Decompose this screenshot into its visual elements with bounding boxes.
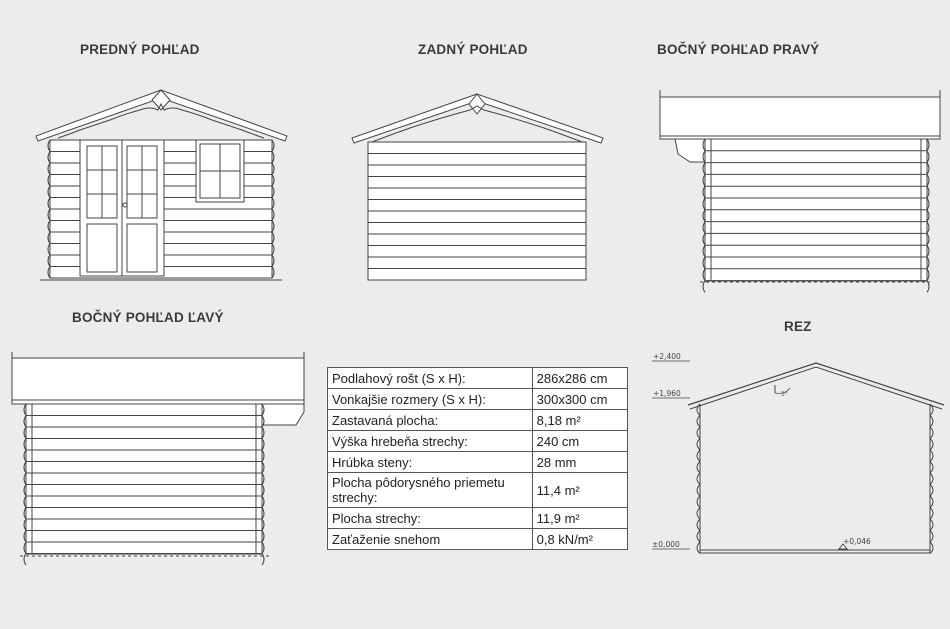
section-drawing: [652, 361, 944, 554]
spec-value: 0,8 kN/m²: [532, 529, 627, 550]
section-view-title: REZ: [784, 319, 812, 334]
front-elevation: [36, 90, 287, 280]
spec-value: 286x286 cm: [532, 368, 627, 389]
right-side-view-title: BOČNÝ POHĽAD PRAVÝ: [657, 42, 820, 57]
svg-text:5°: 5°: [781, 391, 788, 398]
spec-label: Zaťaženie snehom: [328, 529, 533, 550]
spec-label: Podlahový rošt (S x H):: [328, 368, 533, 389]
back-elevation: [352, 94, 603, 280]
right-side-elevation: [660, 90, 940, 292]
front-view-title: PREDNÝ POHĽAD: [80, 42, 200, 57]
spec-value: 11,9 m²: [532, 508, 627, 529]
table-row: [328, 529, 628, 550]
spec-label: Vonkajšie rozmery (S x H):: [328, 389, 533, 410]
table-row: [328, 452, 628, 473]
spec-label: Výška hrebeňa strechy:: [328, 431, 533, 452]
spec-value: 300x300 cm: [532, 389, 627, 410]
table-row: [328, 410, 628, 431]
spec-value: 28 mm: [532, 452, 627, 473]
spec-label: Plocha pôdorysného priemetu strechy:: [328, 473, 533, 508]
spec-value: 11,4 m²: [532, 473, 627, 508]
log-end: [262, 554, 264, 566]
spec-table: [327, 367, 628, 550]
level-top: +2,400: [653, 352, 681, 361]
back-view-title: ZADNÝ POHĽAD: [418, 42, 528, 57]
spec-value: 8,18 m²: [532, 410, 627, 431]
table-row: [328, 389, 628, 410]
table-row: [328, 473, 628, 508]
section-log-profile: [697, 404, 933, 554]
spec-label: Hrúbka steny:: [328, 452, 533, 473]
table-row: [328, 368, 628, 389]
table-row: [328, 508, 628, 529]
spec-label: Plocha strechy:: [328, 508, 533, 529]
level-floor: +0,046: [843, 537, 871, 546]
spec-label: Zastavaná plocha:: [328, 410, 533, 431]
level-ground: ±0,000: [652, 540, 680, 549]
table-row: [328, 431, 628, 452]
left-side-view-title: BOČNÝ POHĽAD ĽAVÝ: [72, 310, 224, 325]
left-side-elevation: [12, 352, 304, 565]
log-end: [703, 281, 705, 293]
spec-value: 240 cm: [532, 431, 627, 452]
log-end: [24, 554, 26, 566]
level-eave: +1,960: [653, 389, 681, 398]
